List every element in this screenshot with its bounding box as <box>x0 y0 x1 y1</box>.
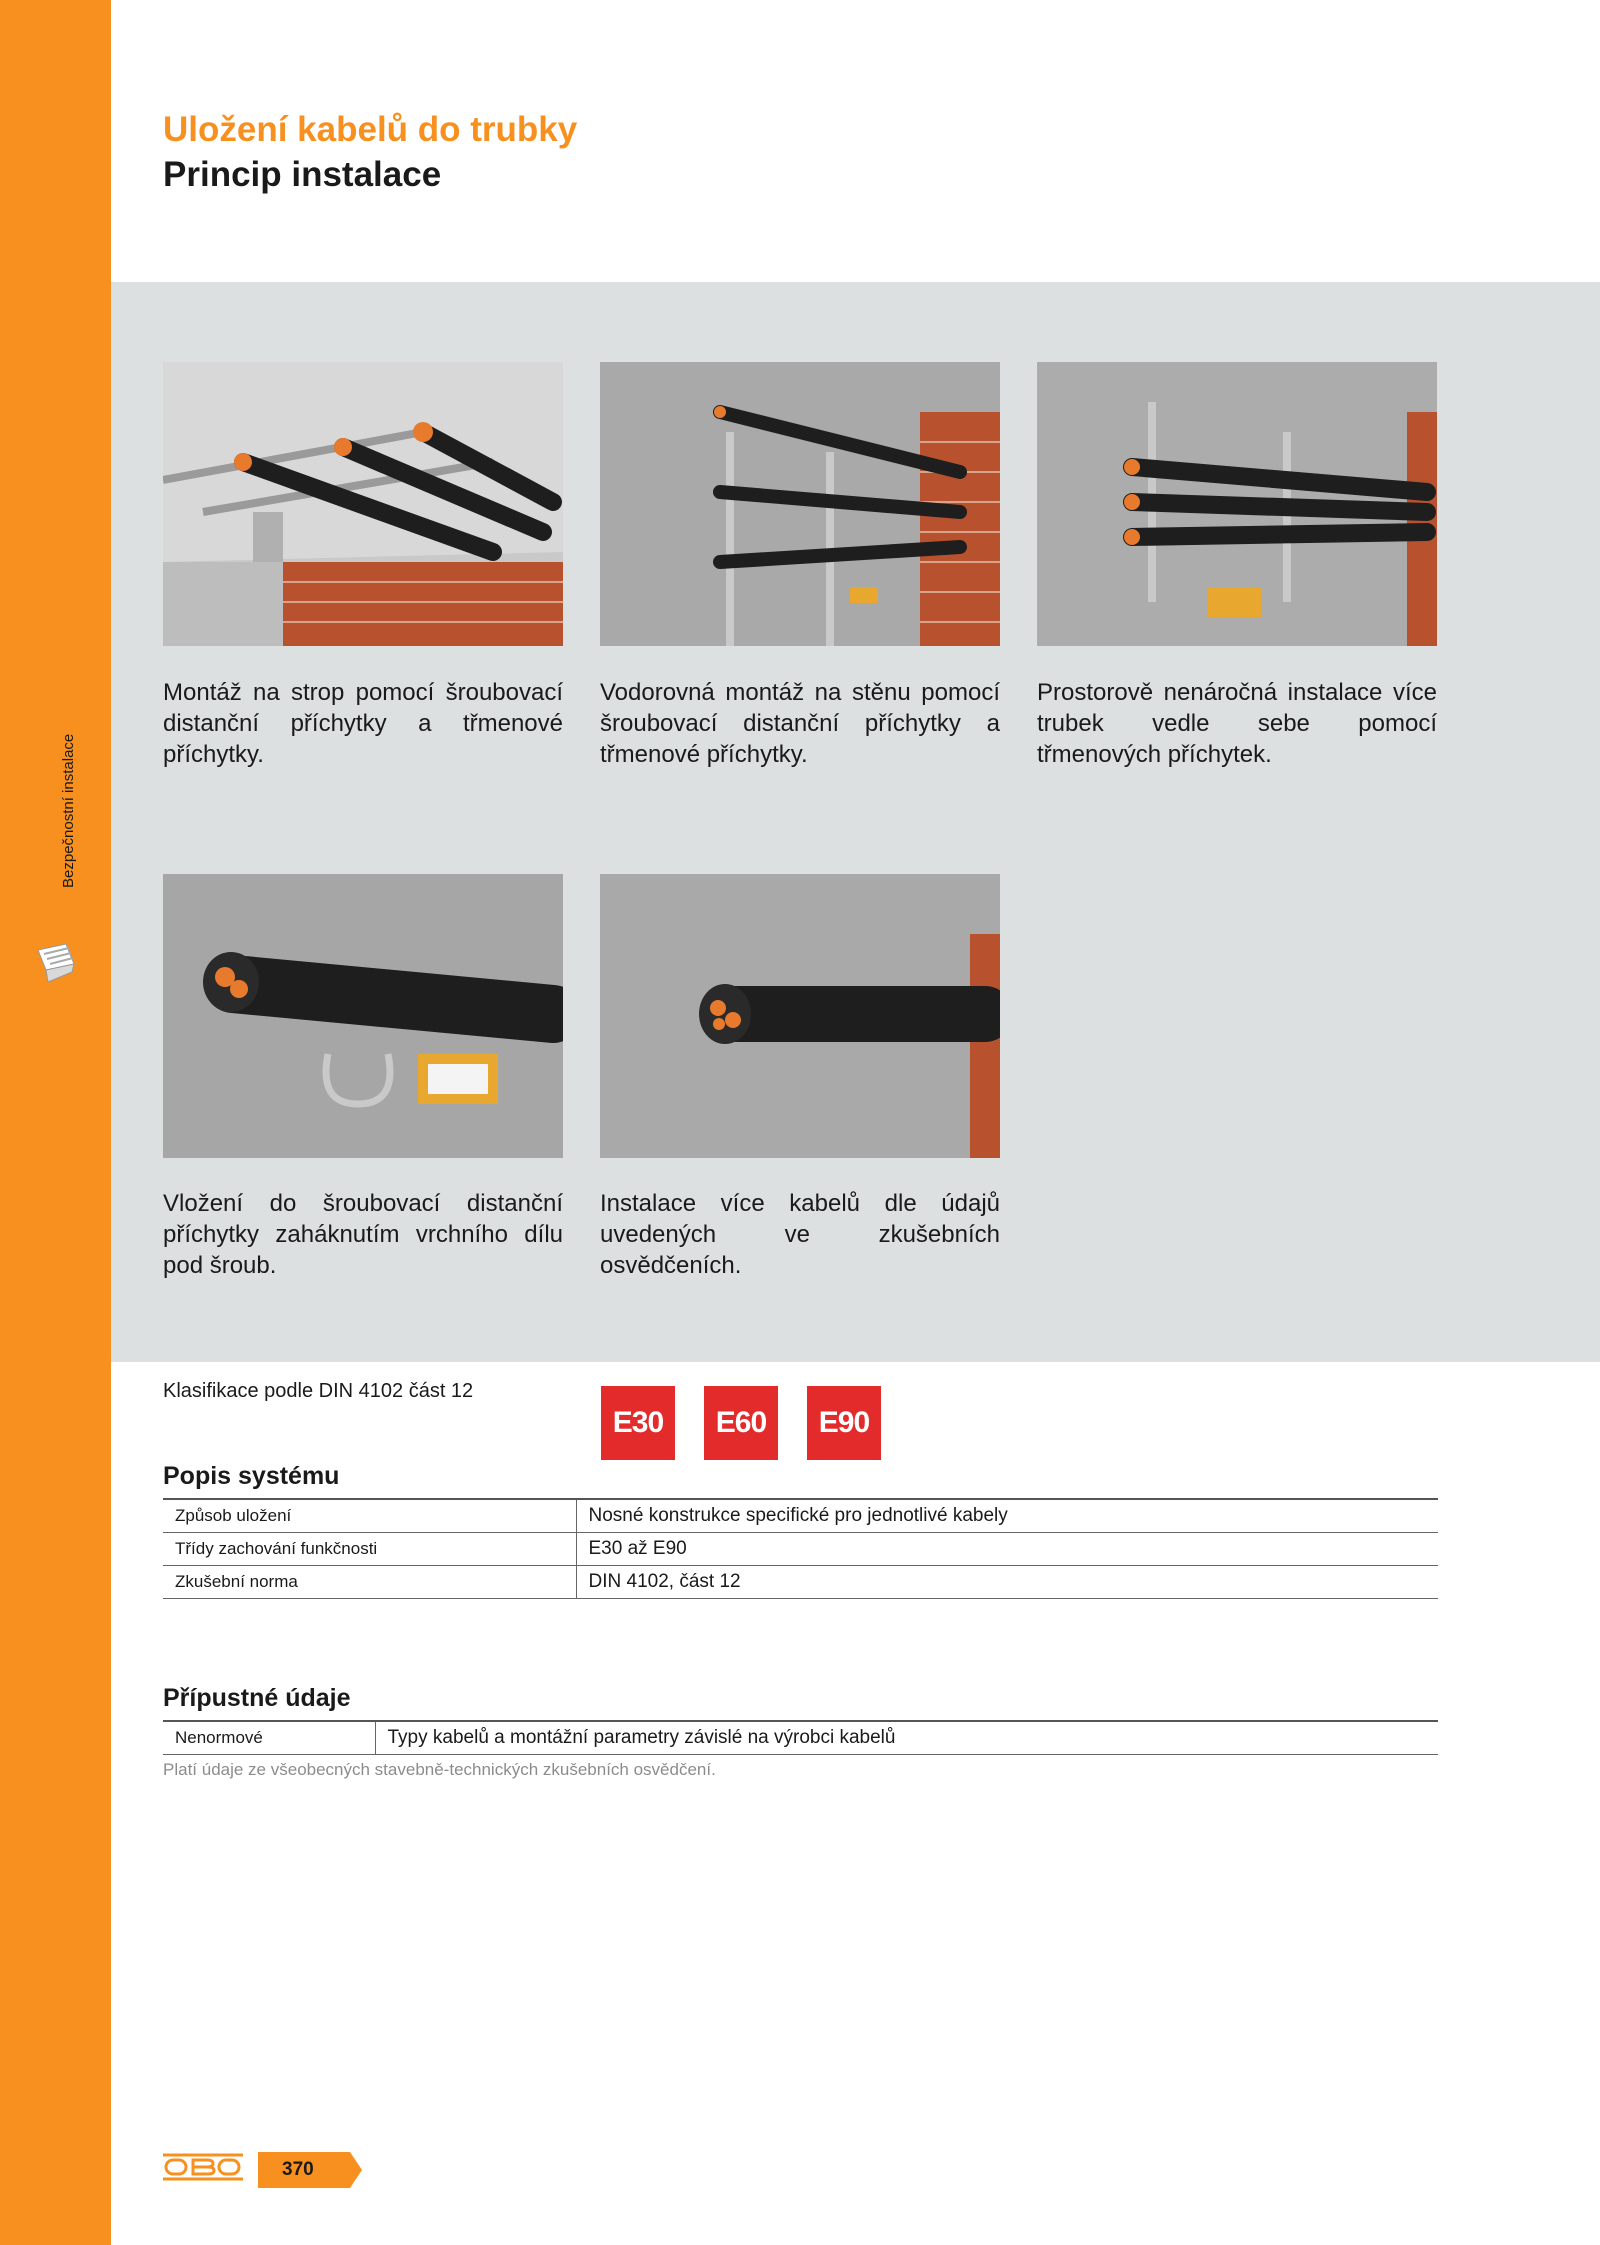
installation-caption-hook-mount: Vložení do šroubovací distanční příchytky zaháknutím vrchního dílu pod šroub. <box>163 1190 563 1279</box>
table-row <box>163 1565 1438 1598</box>
page-subtitle: Princip instalace <box>163 155 442 194</box>
table-row <box>163 1499 1438 1532</box>
allowed-key: Nenormové <box>163 1721 375 1754</box>
badge-e60: E60 <box>704 1386 778 1460</box>
allowed-table <box>163 1720 1438 1755</box>
badge-e30: E30 <box>601 1386 675 1460</box>
installation-caption-multiple-pipes: Prostorově nenáročná instalace více trubek vedle sebe pomocí třmenových příchytek. <box>1037 679 1437 768</box>
obo-logo <box>163 2153 243 2181</box>
page-title: Uložení kabelů do trubky <box>163 110 578 149</box>
system-key: Způsob uložení <box>163 1499 576 1532</box>
sidebar-section-label: Bezpečnostní instalace <box>60 733 77 888</box>
table-row <box>163 1721 1438 1754</box>
installation-photo-wall-horizontal <box>600 362 1000 646</box>
installation-caption-multiple-cables: Instalace více kabelů dle údajů uvedených ve zkušebních osvědčeních. <box>600 1190 1000 1279</box>
allowed-heading: Přípustné údaje <box>163 1684 351 1712</box>
classification-label: Klasifikace podle DIN 4102 část 12 <box>163 1380 474 1402</box>
system-value: E30 až E90 <box>576 1532 1438 1565</box>
system-value: Nosné konstrukce specifické pro jednotlivé kabely <box>576 1499 1438 1532</box>
system-table <box>163 1498 1438 1599</box>
installation-photo-hook-mount <box>163 874 563 1158</box>
page-number: 370 <box>282 2159 314 2180</box>
system-key: Zkušební norma <box>163 1565 576 1598</box>
system-heading: Popis systému <box>163 1462 340 1490</box>
table-row <box>163 1532 1438 1565</box>
allowed-note: Platí údaje ze všeobecných stavebně-technických zkušebních osvědčení. <box>163 1760 716 1779</box>
installation-photo-multiple-cables <box>600 874 1000 1158</box>
installation-photo-ceiling <box>163 362 563 646</box>
sidebar <box>0 0 111 2245</box>
cable-tray-icon <box>36 942 76 991</box>
installation-photo-multiple-pipes <box>1037 362 1437 646</box>
installation-caption-wall-horizontal: Vodorovná montáž na stěnu pomocí šroubovací distanční příchytky a třmenové příchytky. <box>600 679 1000 768</box>
badge-e90: E90 <box>807 1386 881 1460</box>
installation-caption-ceiling: Montáž na strop pomocí šroubovací distanční příchytky a třmenové příchytky. <box>163 679 563 768</box>
allowed-value: Typy kabelů a montážní parametry závislé na výrobci kabelů <box>375 1721 1438 1754</box>
system-value: DIN 4102, část 12 <box>576 1565 1438 1598</box>
system-key: Třídy zachování funkčnosti <box>163 1532 576 1565</box>
